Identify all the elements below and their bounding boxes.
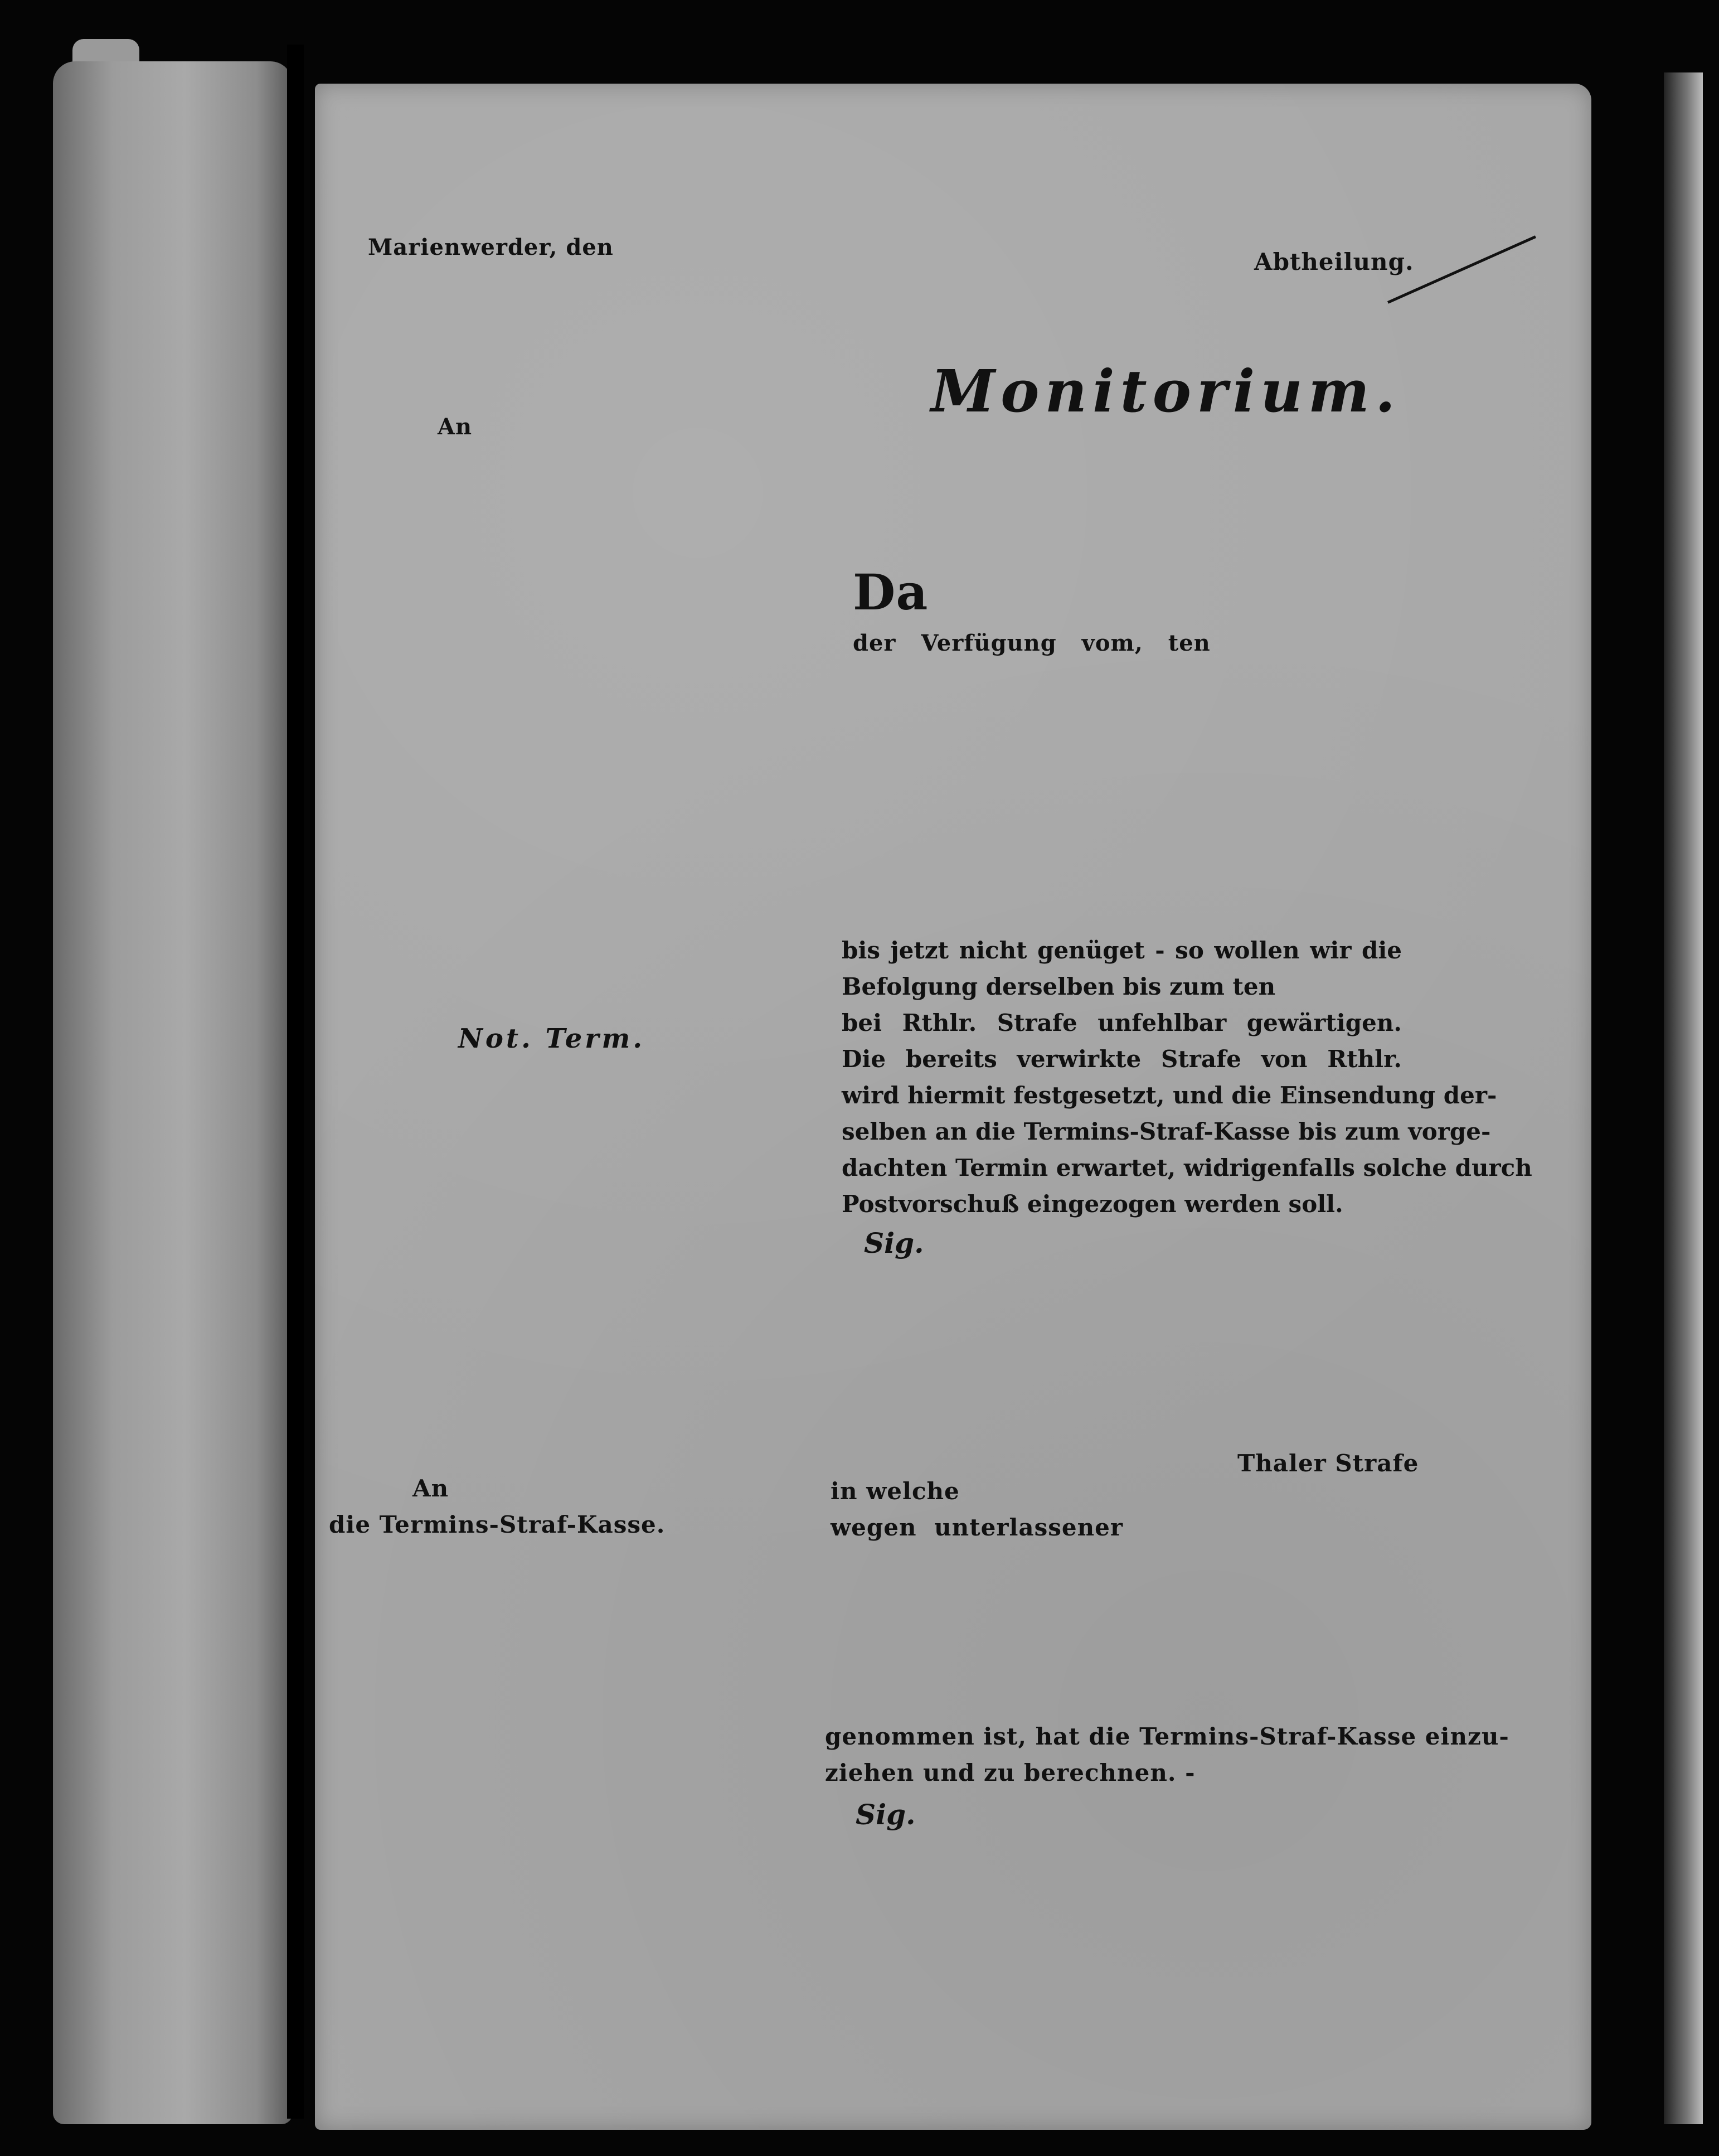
thaler-label: Thaler Strafe [1237, 1450, 1419, 1477]
second-line: wegen unterlassener [831, 1514, 1124, 1541]
second-addressee-line: die Termins-Straf-Kasse. [329, 1511, 666, 1538]
opening-initial: Da [853, 563, 929, 621]
department: Abtheilung. [1254, 248, 1414, 275]
body-line: Befolgung derselben bis zum ten [842, 973, 1276, 1000]
margin-note: Not. Term. [458, 1023, 645, 1054]
body-line: Postvorschuß eingezogen werden soll. [842, 1190, 1343, 1218]
body-line: bis jetzt nicht genüget - so wollen wir die [842, 937, 1402, 964]
signature: Sig. [864, 1227, 924, 1259]
closing-line: ziehen und zu berechnen. - [825, 1759, 1196, 1786]
signature: Sig. [856, 1798, 916, 1831]
second-addressee: An [412, 1475, 449, 1502]
body-line: selben an die Termins-Straf-Kasse bis zum vorge- [842, 1118, 1491, 1145]
binding-shadow [287, 45, 304, 2119]
volume-spine [53, 61, 293, 2124]
addressee: An [438, 414, 473, 440]
closing-line: genommen ist, hat die Termins-Straf-Kasse einzu- [825, 1723, 1509, 1750]
body-line: bei Rthlr. Strafe unfehlbar gewärtigen. [842, 1009, 1402, 1036]
body-line: wird hiermit festgesetzt, und die Einsendung der- [842, 1082, 1497, 1109]
body-line: dachten Termin erwartet, widrigenfalls solche durch [842, 1154, 1532, 1181]
second-line: in welche [831, 1477, 960, 1505]
body-line: Die bereits verwirkte Strafe von Rthlr. [842, 1045, 1402, 1073]
opening-line: der Verfügung vom, ten [853, 630, 1211, 656]
page-title: Monitorium. [931, 357, 1401, 425]
page-edge [1664, 72, 1703, 2124]
place-date: Marienwerder, den [368, 234, 614, 260]
